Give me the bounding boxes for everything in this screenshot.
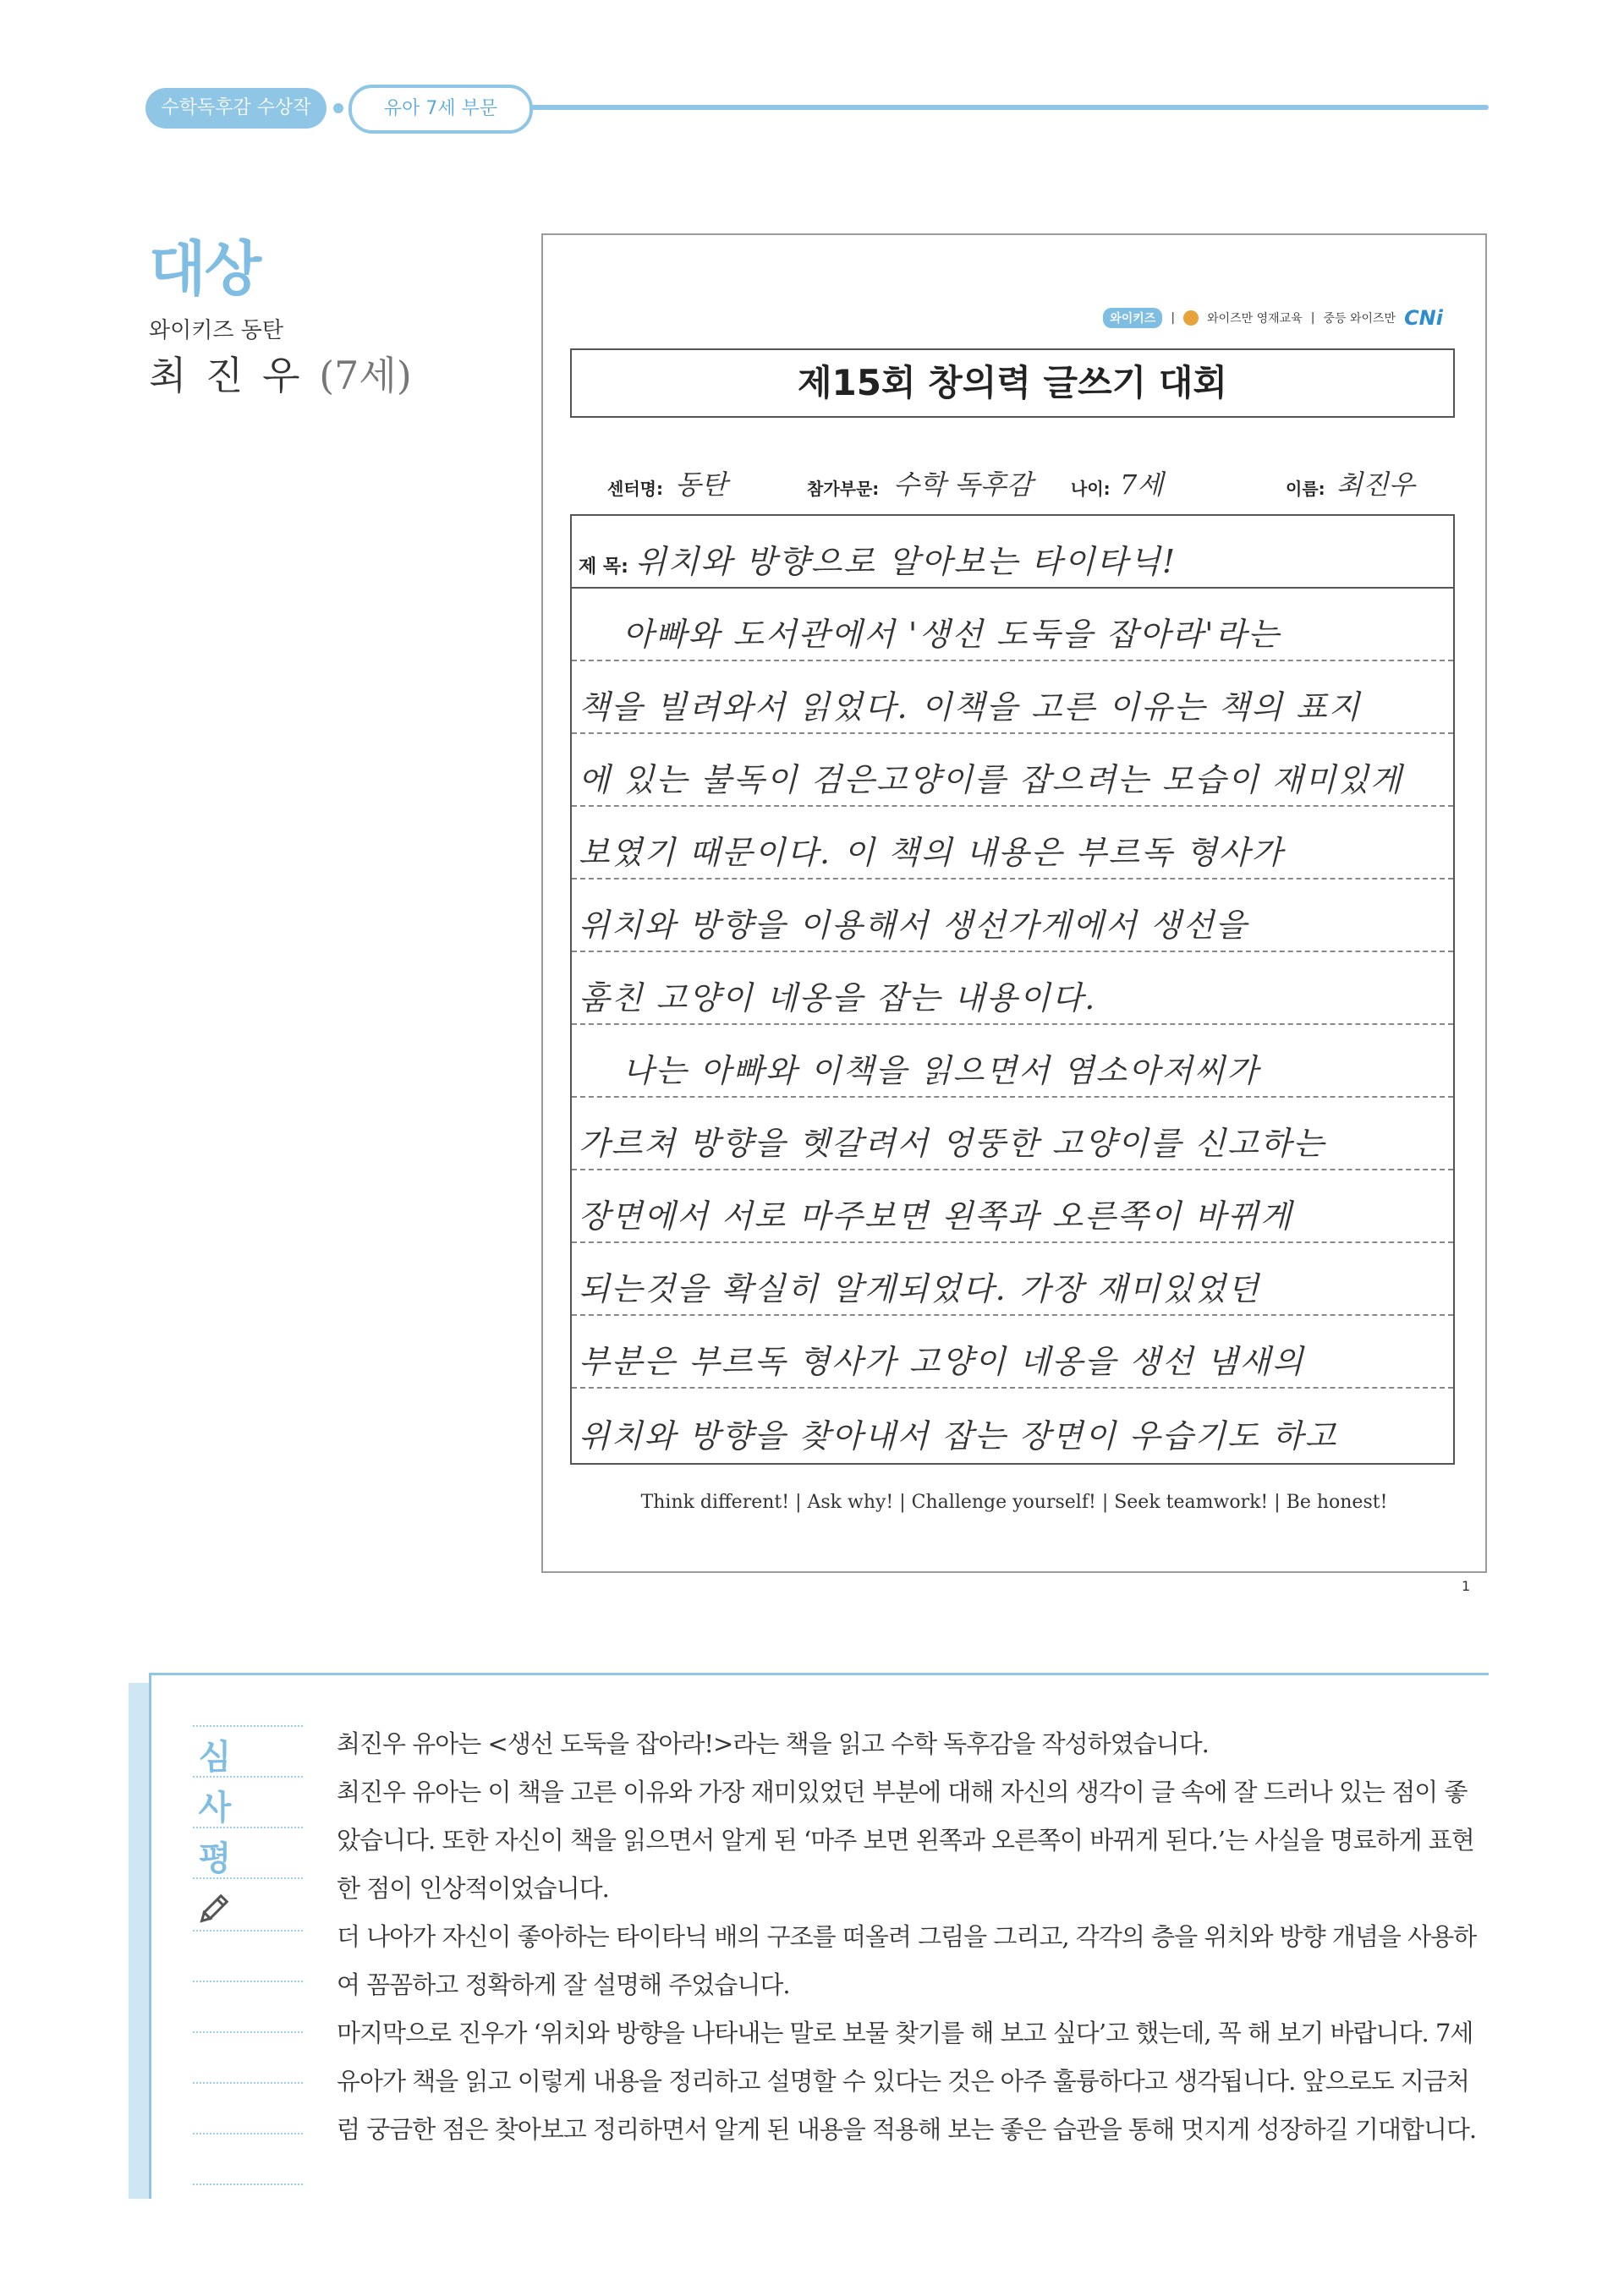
contest-title: 제15회 창의력 글쓰기 대회	[570, 348, 1455, 418]
review-dash	[193, 2133, 303, 2134]
writing-area	[570, 514, 1455, 1465]
student-name-line	[149, 345, 412, 401]
review-dash	[193, 1776, 303, 1778]
name-value: 최진우	[1336, 469, 1415, 501]
review-dash	[193, 1877, 303, 1879]
writing-line: 위치와 방향을 이용해서 생선가게에서 생선을	[572, 879, 1453, 952]
middle-wisman-logo: 중등 와이즈만	[1323, 312, 1396, 326]
review-sidebar-strip	[129, 1683, 149, 2199]
writing-line: 훔친 고양이 네옹을 잡는 내용이다.	[572, 952, 1453, 1025]
division-badge: 유아 7세 부문	[348, 85, 533, 134]
review-left-border	[149, 1673, 151, 2199]
title-line	[572, 516, 1453, 589]
brand-logos: 와이키즈 | 와이즈만 영재교육 | 중등 와이즈만 CNi	[1103, 306, 1443, 330]
writing-line: 에 있는 불독이 검은고양이를 잡으려는 모습이 재미있게	[572, 734, 1453, 807]
writing-line: 부분은 부르독 형사가 고양이 네옹을 생선 냄새의	[572, 1316, 1453, 1389]
award-title: 대상	[149, 234, 261, 304]
category-label: 참가부문:	[807, 479, 880, 499]
review-paragraph: 더 나아가 자신이 좋아하는 타이타닉 배의 구조를 떠올려 그림을 그리고, 각각의 층을 위치와 방향 개념을 사용하여 꼼꼼하고 정확하게 잘 설명해 주었습니다.	[337, 1922, 1477, 1999]
writing-line: 가르쳐 방향을 헷갈려서 엉뚱한 고양이를 신고하는	[572, 1098, 1453, 1170]
writing-line: 보였기 때문이다. 이 책의 내용은 부르독 형사가	[572, 807, 1453, 879]
manuscript-sheet	[541, 233, 1487, 1573]
writing-line: 되는것을 확실히 알게되었다. 가장 재미있었던	[572, 1243, 1453, 1316]
review-dash	[193, 1827, 303, 1828]
review-dash	[193, 2031, 303, 2033]
writing-line: 책을 빌려와서 읽었다. 이책을 고른 이유는 책의 표지	[572, 661, 1453, 734]
writing-line: 장면에서 서로 마주보면 왼쪽과 오른쪽이 바뀌게	[572, 1170, 1453, 1243]
age-value: 7세	[1120, 469, 1164, 501]
review-top-border	[149, 1673, 1489, 1675]
cni-logo: CNi	[1404, 306, 1443, 330]
category-value: 수학 독후감	[893, 469, 1033, 501]
center-value: 동탄	[675, 469, 727, 501]
motto-footer: Think different! | Ask why! | Challenge yourself! | Seek teamwork! | Be honest!	[640, 1492, 1388, 1513]
review-body	[337, 1720, 1489, 2154]
wikids-logo: 와이키즈	[1103, 308, 1162, 328]
review-dash	[193, 2184, 303, 2185]
entry-fields	[607, 463, 1462, 506]
wisman-sun-icon	[1183, 310, 1199, 326]
wisman-logo: 와이즈만 영재교육	[1207, 312, 1303, 326]
student-center: 와이키즈 동탄	[149, 318, 283, 343]
writing-line: 위치와 방향을 찾아내서 잡는 장면이 우습기도 하고	[579, 1417, 1338, 1455]
student-name: 최 진 우	[149, 353, 304, 398]
name-label: 이름:	[1286, 479, 1325, 499]
review-paragraph: 최진우 유아는 이 책을 고른 이유와 가장 재미있었던 부분에 대해 자신의 생각이 글 속에 잘 드러나 있는 점이 좋았습니다. 또한 자신이 책을 읽으면서 알게 된 ‘마주 보면 왼쪽과 오른쪽이 바뀌게 된다.’는 사실을 명료하게 표현한 점이 인상적이었습니다.	[337, 1778, 1474, 1903]
age-label: 나이:	[1071, 479, 1111, 499]
category-divider-line	[474, 105, 1489, 110]
review-paragraph: 마지막으로 진우가 ‘위치와 방향을 나타내는 말로 보물 찾기를 해 보고 싶다’고 했는데, 꼭 해 보기 바랍니다. 7세 유아가 책을 읽고 이렇게 내용을 정리하고 설명할 수 있다는 것은 아주 훌륭하다고 생각됩니다. 앞으로도 지금처럼 궁금한 점은 찾아보고 정리하면서 알게 된 내용을 적용해 보는 좋은 습관을 통해 멋지게 성장하길 기대합니다.	[337, 2019, 1477, 2144]
writing-line: 아빠와 도서관에서 '생선 도둑을 잡아라'라는	[572, 589, 1453, 661]
review-heading: 심 사 평	[198, 1738, 232, 1878]
review-dash	[193, 1725, 303, 1727]
review-dash	[193, 2082, 303, 2084]
title-value: 위치와 방향으로 알아보는 타이타닉!	[634, 543, 1177, 580]
review-dash	[193, 1930, 303, 1932]
category-dot	[333, 103, 343, 113]
review-dash	[193, 1981, 303, 1982]
writing-line: 나는 아빠와 이책을 읽으면서 염소아저씨가	[572, 1025, 1453, 1098]
manuscript-page-number: 1	[1462, 1578, 1471, 1594]
title-label: 제 목:	[579, 556, 628, 578]
category-badge: 수학독후감 수상작	[145, 88, 326, 129]
pencil-icon	[195, 1891, 232, 1928]
review-paragraph: 최진우 유아는 <생선 도둑을 잡아라!>라는 책을 읽고 수학 독후감을 작성하였습니다.	[337, 1729, 1209, 1758]
student-age: (7세)	[319, 353, 412, 398]
center-label: 센터명:	[607, 479, 663, 499]
